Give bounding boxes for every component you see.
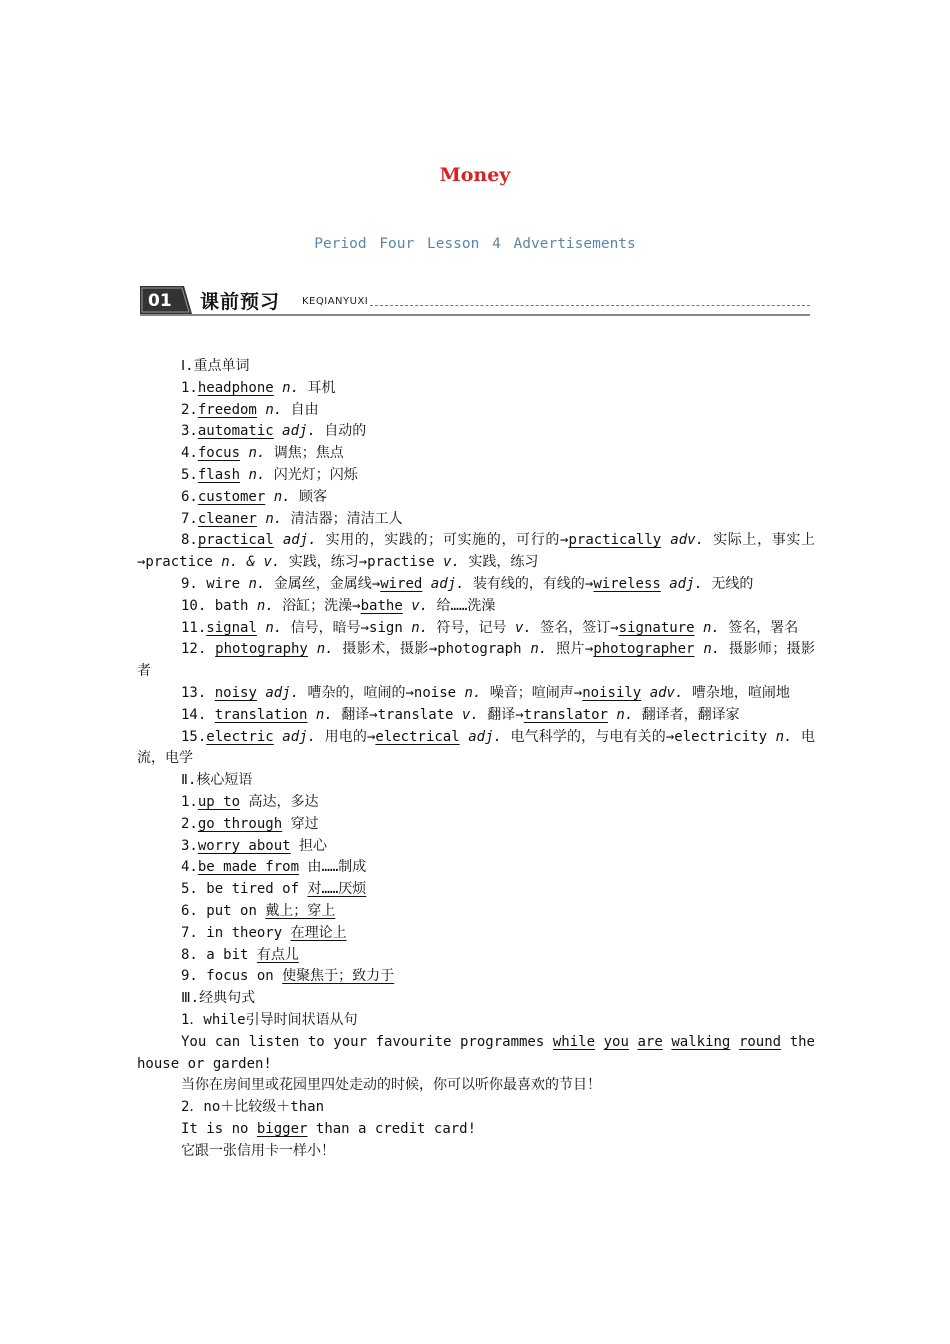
- list-item: 1.up to 高达，多达: [181, 793, 319, 810]
- example-sentence: It is no bigger than a credit card!: [181, 1120, 477, 1137]
- list-item: 11.signal n. 信号，暗号→sign n. 符号，记号 v. 签名，签订→signature n. 签名，署名: [181, 619, 799, 636]
- list-item: 14. translation n. 翻译→translate v. 翻译→translator n. 翻译者，翻译家: [181, 706, 740, 723]
- content-body: [137, 356, 815, 1162]
- page-subtitle: Period Four Lesson 4 Advertisements: [314, 236, 636, 252]
- list-item: 8.practical adj. 实用的，实践的；可实施的，可行的→practically adv. 实际上，事实上→practice n. & v. 实践，练习→practise v. 实践，练习: [137, 532, 816, 571]
- list-item: 4.focus n. 调焦；焦点: [181, 445, 344, 462]
- section-heading: Ⅰ.重点单词: [181, 358, 250, 374]
- list-item: 2．no＋比较级＋than: [181, 1099, 325, 1116]
- list-item: 12. photography n. 摄影术，摄影→photograph n. 照片→photographer n. 摄影师；摄影者: [137, 641, 816, 680]
- list-item: 2.freedom n. 自由: [181, 401, 319, 418]
- banner-badge: [140, 286, 192, 314]
- list-item: 7.cleaner n. 清洁器；清洁工人: [181, 510, 403, 527]
- pattern-list: [137, 1010, 815, 1163]
- list-item: 5.flash n. 闪光灯；闪烁: [181, 466, 358, 483]
- example-sentence: You can listen to your favourite programmes while you are walking round the house or garden!: [137, 1033, 815, 1072]
- list-item: 6.customer n. 顾客: [181, 488, 328, 505]
- list-item: 15.electric adj. 用电的→electrical adj. 电气科学的，与电有关的→electricity n. 电流，电学: [137, 728, 815, 767]
- list-item: 10. bath n. 浴缸；洗澡→bathe v. 给……洗澡: [181, 597, 496, 614]
- banner-number: 01: [148, 291, 172, 311]
- banner-label: 课前预习: [200, 291, 281, 313]
- list-item: 9. focus on 使聚焦于；致力于: [181, 968, 395, 985]
- list-item: 7. in theory 在理论上: [181, 924, 347, 941]
- list-item: 6. put on 戴上；穿上: [181, 902, 336, 919]
- phrase-list: [137, 792, 815, 988]
- list-item: 4.be made from 由……制成: [181, 859, 367, 876]
- section-banner: [140, 286, 810, 316]
- list-item: 5. be tired of 对……厌烦: [181, 881, 367, 898]
- example-translation: 当你在房间里或花园里四处走动的时候，你可以听你最喜欢的节目！: [181, 1077, 601, 1094]
- list-item: 3.automatic adj. 自动的: [181, 423, 367, 440]
- example-translation: 它跟一张信用卡一样小！: [181, 1142, 335, 1159]
- list-item: 1．while引导时间状语从句: [181, 1011, 358, 1028]
- section-heading: Ⅲ.经典句式: [181, 990, 256, 1007]
- banner-dashed-line: [370, 305, 810, 306]
- banner-pinyin: KEQIANYUXI: [302, 296, 369, 307]
- list-item: 9. wire n. 金属丝，金属线→wired adj. 装有线的，有线的→wireless adj. 无线的: [181, 575, 754, 592]
- list-item: 2.go through 穿过: [181, 815, 319, 832]
- list-item: 8. a bit 有点儿: [181, 946, 299, 963]
- banner-rule: [140, 314, 810, 316]
- page-title: Money: [439, 164, 511, 186]
- list-item: 1.headphone n. 耳机: [181, 379, 336, 396]
- word-list: [137, 378, 815, 770]
- list-item: 13. noisy adj. 嘈杂的，喧闹的→noise n. 噪音；喧闹声→noisily adv. 嘈杂地，喧闹地: [181, 684, 790, 701]
- section-heading: Ⅱ.核心短语: [181, 772, 253, 789]
- list-item: 3.worry about 担心: [181, 837, 328, 854]
